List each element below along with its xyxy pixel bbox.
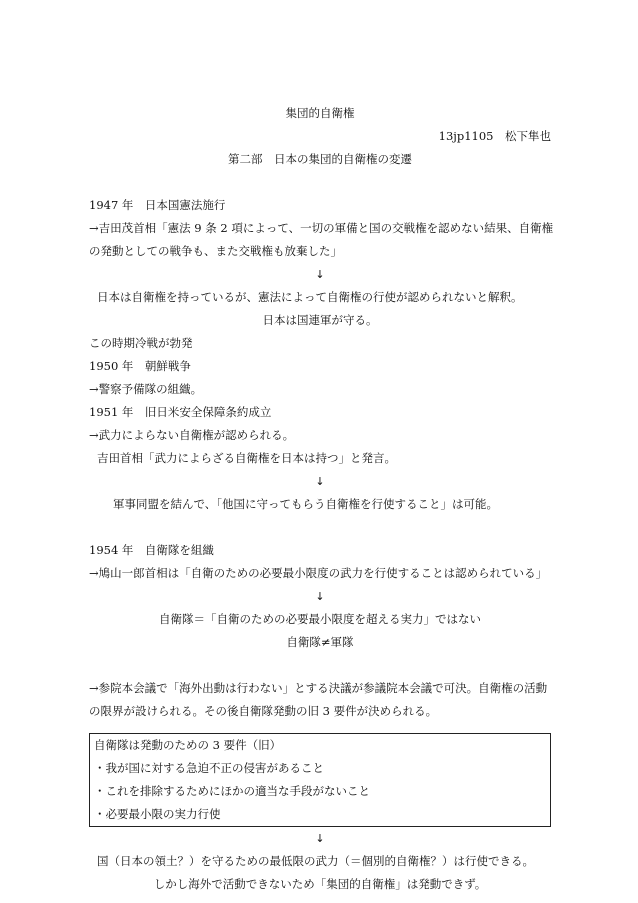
down-arrow-icon: ↓ bbox=[315, 268, 325, 281]
alliance-line: 軍事同盟を結んで、「他国に守ってもらう自衛権を行使すること」は可能。 bbox=[113, 497, 499, 511]
sdf-not-army: 自衛隊≠軍隊 bbox=[286, 635, 354, 649]
resolution-line1: →参院本会議で「海外出動は行わない」とする決議が参議院本会議で可決。自衛権の活動 bbox=[89, 681, 548, 695]
down-arrow-icon: ↓ bbox=[315, 475, 325, 488]
requirement-item: ・我が国に対する急迫不正の侵害があること bbox=[94, 761, 324, 775]
requirement-item: ・これを排除するためにほかの適当な手段がないこと bbox=[94, 784, 370, 798]
spacer bbox=[89, 516, 551, 539]
un-force-line: 日本は国連軍が守る。 bbox=[262, 313, 378, 327]
author-line: 13jp1105 松下隼也 bbox=[438, 129, 551, 143]
hatoyama-line: →鳩山一郎首相は「自衛のための必要最小限度の武力を行使することは認められている」 bbox=[89, 566, 548, 580]
yoshida-statement: 吉田首相「武力によらざる自衛権を日本は持つ」と発言。 bbox=[97, 451, 396, 465]
non-force-line: →武力によらない自衛権が認められる。 bbox=[89, 428, 295, 442]
cold-war-line: この時期冷戦が勃発 bbox=[89, 336, 193, 350]
year-1954: 1954 年 自衛隊を組織 bbox=[89, 543, 214, 557]
spacer bbox=[89, 654, 551, 677]
police-reserve-line: →警察予備隊の組織。 bbox=[89, 382, 203, 396]
interpretation-line: 日本は自衛権を持っているが、憲法によって自衛権の行使が認められないと解釈。 bbox=[97, 290, 523, 304]
year-1947: 1947 年 日本国憲法施行 bbox=[89, 198, 226, 212]
down-arrow-icon: ↓ bbox=[315, 832, 325, 845]
year-1950: 1950 年 朝鮮戦争 bbox=[89, 359, 191, 373]
requirement-item: ・必要最小限の実力行使 bbox=[94, 807, 221, 821]
requirements-heading: 自衛隊は発動のための 3 要件（旧） bbox=[94, 738, 282, 752]
document-page bbox=[89, 102, 554, 896]
conclusion-line2: しかし海外で活動できないため「集団的自衛権」は発動できず。 bbox=[153, 877, 487, 891]
down-arrow-icon: ↓ bbox=[315, 590, 325, 603]
sdf-definition: 自衛隊＝「自衛のための必要最小限度を超える実力」ではない bbox=[159, 612, 481, 626]
document-title: 集団的自衛権 bbox=[285, 106, 355, 120]
year-1951: 1951 年 旧日米安全保障条約成立 bbox=[89, 405, 272, 419]
requirements-box bbox=[89, 733, 551, 827]
section-subtitle: 第二部 日本の集団的自衛権の変遷 bbox=[228, 152, 412, 166]
conclusion-line1: 国（日本の領土？）を守るための最低限の武力（＝個別的自衛権？）は行使できる。 bbox=[97, 854, 534, 868]
resolution-line2: の限界が設けられる。その後自衛隊発動の旧 3 要件が決められる。 bbox=[89, 704, 438, 718]
yoshida-quote-line1: →吉田茂首相「憲法 9 条 2 項によって、一切の軍備と国の交戦権を認めない結果、自衛権 bbox=[89, 221, 554, 235]
spacer bbox=[89, 171, 551, 194]
yoshida-quote-line2: の発動としての戦争も、また交戦権も放棄した」 bbox=[89, 244, 342, 258]
